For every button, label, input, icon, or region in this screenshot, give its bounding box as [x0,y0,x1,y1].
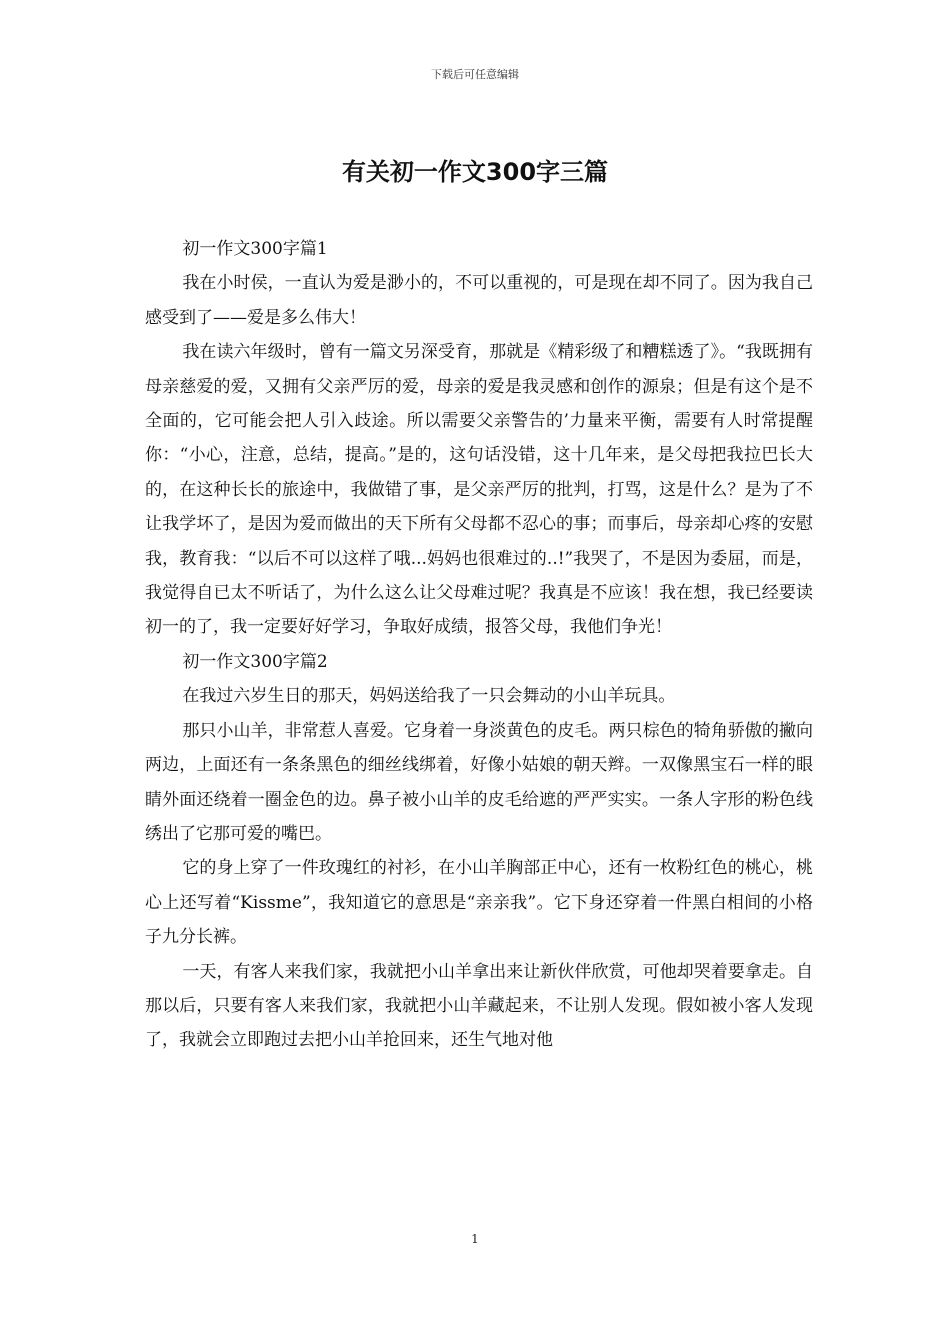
body-paragraph: 一天，有客人来我们家，我就把小山羊拿出来让新伙伴欣赏，可他却哭着要拿走。自那以后，只要有客人来我们家，我就把小山羊藏起来，不让别人发现。假如被小客人发现了，我就会立即跑过去把小山羊抢回来，还生气地对他 [145,961,813,1051]
document-body [145,232,813,1058]
header-note: 下载后可任意编辑 [431,68,519,81]
body-paragraph: 在我过六岁生日的那天，妈妈送给我了一只会舞动的小山羊玩具。 [182,686,676,707]
document-title: 有关初一作文300字三篇 [341,158,609,186]
section-heading-2: 初一作文300字篇2 [182,651,328,672]
body-paragraph: 它的身上穿了一件玫瑰红的衬衫，在小山羊胸部正中心，还有一枚粉红色的桃心，桃心上还写着“Kissme”，我知道它的意思是“亲亲我”。它下身还穿着一件黑白相间的小格子九分长裤。 [145,858,813,948]
section-heading-1: 初一作文300字篇1 [182,239,328,259]
page-number: 1 [471,1232,479,1246]
body-paragraph: 我在读六年级时，曾有一篇文另深受育，那就是《精彩级了和糟糕透了》。“我既拥有母亲慈爱的爱，又拥有父亲严厉的爱，母亲的爱是我灵感和创作的源泉；但是有这个是不全面的，它可能会把人引入歧途。所以需要父亲警告的’力量来平衡，需要有人时常提醒你：“小心，注意，总结，提高。”是的，这句话没错，这十几年来，是父母把我拉巴长大的，在这种长长的旅途中，我做错了事，是父亲严厉的批判，打骂，这是什么？是为了不让我学坏了，是因为爱而做出的天下所有父母都不忍心的事；而事后，母亲却心疼的安慰我，教育我：“以后不可以这样了哦...妈妈也很难过的..!”我哭了，不是因为委屈，而是，我觉得自已太不听话了，为什么这么让父母难过呢？我真是不应该！我在想，我已经要读初一的了，我一定要好好学习，争取好成绩，报答父母，我他们争光！ [145,342,813,638]
body-paragraph: 那只小山羊，非常惹人喜爱。它身着一身淡黄色的皮毛。两只棕色的犄角骄傲的撇向两边，上面还有一条条黑色的细丝线绑着，好像小姑娘的朝天辫。一双像黑宝石一样的眼睛外面还绕着一圈金色的边。鼻子被小山羊的皮毛给遮的严严实实。一条人字形的粉色线绣出了它那可爱的嘴巴。 [145,720,813,844]
body-paragraph: 我在小时侯，一直认为爱是渺小的，不可以重视的，可是现在却不同了。因为我自己感受到了——爱是多么伟大！ [145,273,813,328]
